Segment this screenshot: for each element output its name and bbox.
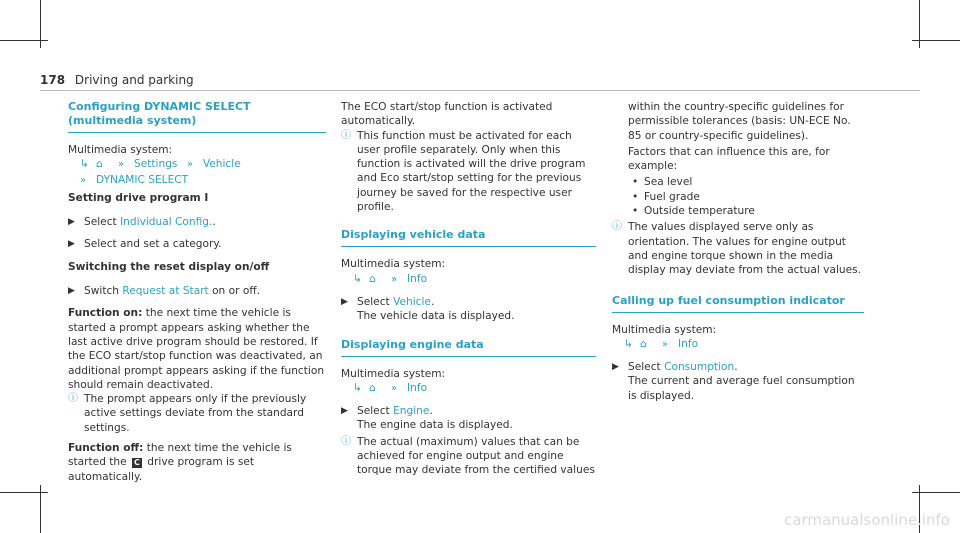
- engine-link[interactable]: Engine: [393, 405, 430, 418]
- multimedia-label: Multimedia system:: [612, 323, 717, 336]
- multimedia-label: Multimedia system:: [68, 144, 173, 156]
- eco-intro: The ECO start/stop function is activated automatically.: [341, 101, 553, 128]
- info-note-icon: ⓘ: [341, 129, 351, 141]
- arrow-right-turn-icon: ↳: [353, 381, 362, 394]
- function-on-text: Function on: the next time the vehicle is started a prompt appears asking whether the last active drive program should be restored. If the ECO start/stop function was deactivated, an additional prompt appears asking if the function should remain deactivated.: [68, 307, 325, 391]
- step-select-category: ▶ Select and set a category.: [68, 238, 222, 251]
- column-2: [341, 100, 596, 484]
- page-header: [40, 73, 194, 87]
- triangle-step-icon: ▶: [341, 296, 348, 307]
- vehicle-link[interactable]: Vehicle: [393, 295, 431, 308]
- info-note-icon: ⓘ: [612, 221, 622, 233]
- section-title-vehicle-data: Displaying vehicle data: [341, 228, 596, 247]
- double-chevron-icon: »: [80, 174, 87, 186]
- triangle-step-icon: ▶: [68, 217, 75, 228]
- menu-path: [341, 381, 596, 396]
- menu-path: [341, 272, 596, 287]
- header-rule: [40, 90, 920, 91]
- arrow-right-turn-icon: ↳: [353, 272, 362, 285]
- list-item: • Sea level: [632, 176, 693, 189]
- arrow-right-turn-icon: ↳: [80, 158, 89, 171]
- path-dynamic-select[interactable]: DYNAMIC SELECT: [96, 173, 189, 186]
- double-chevron-icon: »: [662, 338, 669, 350]
- factors-text: Factors that can influence this are, for example:: [628, 145, 830, 173]
- path-info[interactable]: Info: [407, 381, 428, 394]
- multimedia-label: Multimedia system:: [341, 258, 446, 271]
- section-title-dynamic-select: Configuring DYNAMIC SELECT (multimedia system): [68, 100, 326, 133]
- consumption-link[interactable]: Consumption: [664, 361, 735, 374]
- crop-mark: [0, 40, 48, 41]
- step-select-engine: ▶ Select Engine. The engine data is displayed.: [341, 405, 513, 432]
- triangle-step-icon: ▶: [612, 362, 619, 373]
- step-select-consumption: ▶ Select Consumption. The current and average fuel consumption is displayed.: [612, 361, 855, 402]
- list-item: • Outside temperature: [632, 205, 755, 218]
- triangle-step-icon: ▶: [341, 406, 348, 417]
- step-select-individual: ▶ Select Individual Config..: [68, 216, 216, 229]
- menu-path: [68, 157, 326, 172]
- arrow-right-turn-icon: ↳: [624, 337, 633, 350]
- home-icon: ⌂: [369, 381, 376, 394]
- individual-config-link[interactable]: Individual Config.: [120, 216, 213, 229]
- triangle-step-icon: ▶: [68, 239, 75, 250]
- double-chevron-icon: »: [391, 382, 398, 394]
- triangle-step-icon: ▶: [68, 286, 75, 297]
- home-icon: ⌂: [96, 158, 103, 171]
- page-number: 178: [40, 73, 66, 87]
- note-user-profile: ⓘ This function must be activated for each user profile separately. Only when this function is activated will the drive program and Eco start/stop setting for the previous journey be saved for the respective user profile.: [341, 129, 586, 214]
- guidelines-continued: within the country-specific guidelines for permissible tolerances (basis: UN-ECE No. 85 or country-specific guidelines).: [628, 101, 851, 142]
- info-note-icon: ⓘ: [341, 435, 351, 447]
- column-1: [68, 100, 326, 484]
- watermark: carmanualsonline.info: [784, 511, 950, 529]
- comfort-program-icon: C: [134, 458, 140, 468]
- path-settings[interactable]: Settings: [134, 158, 178, 171]
- section-title-fuel-consumption: Calling up fuel consumption indicator: [612, 294, 864, 313]
- path-vehicle[interactable]: Vehicle: [202, 158, 241, 171]
- list-item: • Fuel grade: [632, 190, 700, 203]
- crop-mark: [912, 492, 960, 493]
- home-icon: ⌂: [640, 337, 647, 350]
- header-title: Driving and parking: [74, 73, 194, 87]
- info-note-icon: ⓘ: [68, 393, 78, 405]
- step-select-vehicle: ▶ Select Vehicle. The vehicle data is displayed.: [341, 295, 515, 323]
- double-chevron-icon: »: [186, 159, 193, 171]
- factors-list: [612, 175, 864, 218]
- crop-mark: [912, 40, 960, 41]
- section-title-engine-data: Displaying engine data: [341, 338, 596, 357]
- path-info[interactable]: Info: [407, 272, 428, 285]
- crop-mark: [0, 492, 48, 493]
- heading-switching-reset: Switching the reset display on/off: [68, 260, 270, 273]
- menu-path-continued: [68, 173, 326, 188]
- note-orientation: ⓘ The values displayed serve only as orientation. The values for engine output and engine torque shown in the media display may deviate from the actual values.: [612, 221, 862, 277]
- double-chevron-icon: »: [118, 159, 125, 171]
- menu-path: [612, 337, 864, 352]
- double-chevron-icon: »: [391, 273, 398, 285]
- note-actual-values: ⓘ The actual (maximum) values that can be achieved for engine output and engine torque may deviate from the certified values: [341, 435, 595, 477]
- step-switch-request: ▶ Switch Request at Start on or off.: [68, 285, 260, 298]
- path-info[interactable]: Info: [678, 337, 699, 350]
- column-3: [612, 100, 864, 411]
- request-at-start-link[interactable]: Request at Start: [122, 285, 209, 298]
- heading-setting-drive-program: Setting drive program I: [68, 191, 209, 204]
- home-icon: ⌂: [369, 272, 376, 285]
- note-prompt: ⓘ The prompt appears only if the previously active settings deviate from the standard settings.: [68, 393, 307, 434]
- multimedia-label: Multimedia system:: [341, 367, 446, 380]
- function-off-text: Function off: the next time the vehicle is started the C drive program is set automatically.: [68, 442, 292, 483]
